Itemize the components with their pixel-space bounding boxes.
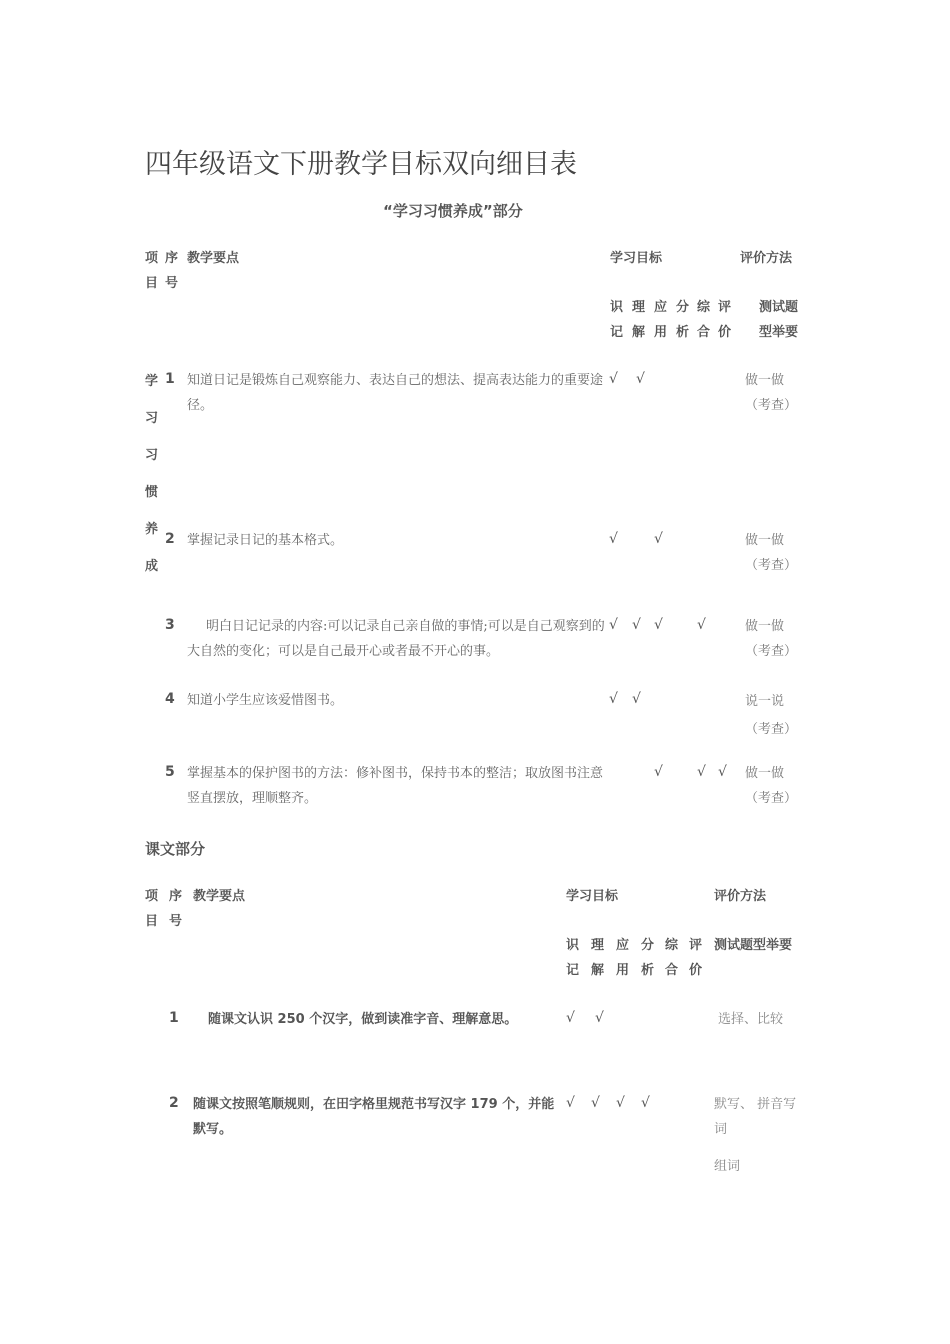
- check-mark: √: [609, 691, 618, 707]
- row-text: 掌握基本的保护图书的方法：修补图书，保持书本的整洁；取放图书注意竖直摆放，理顺整齐。: [187, 766, 604, 806]
- check-mark: √: [697, 617, 706, 633]
- eval-line: （考查）: [745, 722, 798, 737]
- category-char: 成: [145, 559, 159, 574]
- eval-line: 做一做: [745, 373, 785, 388]
- eval-line: 组词: [714, 1159, 741, 1174]
- check-mark: √: [654, 531, 663, 547]
- row-text: 随课文认识 250 个汉字，做到读准字音、理解意思。: [208, 1012, 518, 1027]
- goal-col-understand: [632, 295, 645, 345]
- page-title: 四年级语文下册教学目标双向细目表: [145, 149, 577, 180]
- eval-line: 词: [714, 1122, 728, 1137]
- goal-col-text: 合: [697, 325, 711, 340]
- goal-col-text: 识: [610, 300, 624, 315]
- goal-col-synthesize: [665, 933, 678, 983]
- goal-col-synthesize: [697, 295, 710, 345]
- row-eval: [714, 1092, 796, 1179]
- section-heading: 课文部分: [145, 840, 206, 858]
- goal-col-text: 分: [641, 938, 655, 953]
- check-mark: √: [641, 1095, 650, 1111]
- row-eval: [745, 761, 797, 811]
- row-eval: [745, 528, 797, 578]
- goal-col-recall: [566, 933, 579, 983]
- check-mark: √: [609, 371, 618, 387]
- header-learning-goals: 学习目标: [566, 889, 619, 904]
- row-seq: 3: [165, 617, 175, 633]
- header-test-line1: 测试题: [758, 300, 798, 315]
- goal-col-text: 析: [676, 325, 690, 340]
- header-project: [145, 884, 158, 934]
- goal-col-text: 解: [591, 963, 605, 978]
- goal-col-evaluate: [718, 295, 731, 345]
- check-mark: √: [636, 371, 645, 387]
- header-seq-line1: 序: [169, 889, 183, 904]
- goal-col-apply: [616, 933, 629, 983]
- eval-line: （考查）: [745, 558, 798, 573]
- goal-col-text: 评: [718, 300, 732, 315]
- goal-col-text: 记: [566, 963, 580, 978]
- header-seq-line2: 号: [169, 914, 183, 929]
- check-mark: √: [654, 617, 663, 633]
- check-mark: √: [566, 1010, 575, 1026]
- goal-col-understand: [591, 933, 604, 983]
- goal-col-text: 分: [676, 300, 690, 315]
- eval-line: 做一做: [745, 533, 785, 548]
- header-seq-line2: 号: [165, 276, 179, 291]
- row-text: 知道日记是锻炼自己观察能力、表达自己的想法、提高表达能力的重要途径。: [187, 373, 604, 413]
- header-seq: [169, 884, 182, 934]
- row-eval: [745, 614, 797, 664]
- header-project-line2: 目: [145, 276, 159, 291]
- row-seq: 2: [165, 531, 175, 547]
- check-mark: √: [654, 764, 663, 780]
- category-char: 习: [145, 448, 159, 463]
- header-project-line2: 目: [145, 914, 159, 929]
- goal-col-text: 析: [641, 963, 655, 978]
- category-char: 学: [145, 374, 159, 389]
- check-mark: √: [595, 1010, 604, 1026]
- goal-col-text: 评: [689, 938, 703, 953]
- header-test-type: [740, 295, 798, 345]
- check-mark: √: [566, 1095, 575, 1111]
- header-project-line1: 项: [145, 889, 159, 904]
- eval-line: 做一做: [745, 619, 785, 634]
- header-teaching-points: 教学要点: [193, 889, 246, 904]
- check-mark: √: [609, 531, 618, 547]
- goal-col-text: 综: [665, 938, 679, 953]
- goal-col-text: 理: [632, 300, 646, 315]
- check-mark: √: [697, 764, 706, 780]
- header-project-line1: 项: [145, 251, 159, 266]
- header-seq: [165, 246, 178, 296]
- goal-col-text: 合: [665, 963, 679, 978]
- section-subtitle: “学习习惯养成”部分: [383, 202, 523, 220]
- row-seq: 1: [169, 1010, 179, 1026]
- eval-line: 做一做: [745, 766, 785, 781]
- check-mark: √: [609, 617, 618, 633]
- goal-col-text: 记: [610, 325, 624, 340]
- check-mark: √: [591, 1095, 600, 1111]
- check-mark: √: [616, 1095, 625, 1111]
- header-test-type: 测试题型举要: [714, 938, 793, 953]
- row-seq: 4: [165, 691, 175, 707]
- goal-col-text: 解: [632, 325, 646, 340]
- goal-col-recall: [610, 295, 623, 345]
- goal-col-text: 应: [654, 300, 668, 315]
- goal-col-text: 价: [689, 963, 703, 978]
- row-text: 明白日记记录的内容:可以记录自己亲自做的事情;可以是自己观察到的大自然的变化；可以是自己最开心或者最不开心的事。: [187, 619, 605, 659]
- header-evaluation: 评价方法: [740, 251, 793, 266]
- check-mark: √: [632, 617, 641, 633]
- row-text: 掌握记录日记的基本格式。: [187, 533, 344, 548]
- goal-col-text: 应: [616, 938, 630, 953]
- row-eval: [745, 688, 797, 744]
- eval-line: 默写、 拼音写: [714, 1097, 797, 1112]
- row-text: 知道小学生应该爱惜图书。: [187, 693, 344, 708]
- goal-col-apply: [654, 295, 667, 345]
- header-project: [145, 246, 158, 296]
- goal-col-text: 价: [718, 325, 732, 340]
- category-char: 养: [145, 522, 159, 537]
- eval-line: （考查）: [745, 398, 798, 413]
- row-seq: 1: [165, 371, 175, 387]
- eval-line: 说一说: [745, 694, 785, 709]
- check-mark: √: [632, 691, 641, 707]
- goal-col-text: 用: [616, 963, 630, 978]
- goal-col-text: 用: [654, 325, 668, 340]
- check-mark: √: [718, 764, 727, 780]
- row-seq: 5: [165, 764, 175, 780]
- header-seq-line1: 序: [165, 251, 179, 266]
- eval-line: （考查）: [745, 791, 798, 806]
- row-eval: [745, 368, 797, 418]
- header-learning-goals: 学习目标: [610, 251, 663, 266]
- category-char: 惯: [145, 485, 159, 500]
- header-evaluation: 评价方法: [714, 889, 767, 904]
- header-teaching-points: 教学要点: [187, 251, 240, 266]
- goal-col-text: 识: [566, 938, 580, 953]
- goal-col-evaluate: [689, 933, 702, 983]
- row-seq: 2: [169, 1095, 179, 1111]
- header-test-line2: 型举要: [758, 325, 798, 340]
- goal-col-analyze: [676, 295, 689, 345]
- category-char: 习: [145, 411, 159, 426]
- goal-col-text: 理: [591, 938, 605, 953]
- goal-col-analyze: [641, 933, 654, 983]
- row-text: 随课文按照笔顺规则，在田字格里规范书写汉字 179 个，并能默写。: [193, 1097, 555, 1137]
- row-eval: 选择、比较: [718, 1012, 784, 1027]
- eval-line: （考查）: [745, 644, 798, 659]
- goal-col-text: 综: [697, 300, 711, 315]
